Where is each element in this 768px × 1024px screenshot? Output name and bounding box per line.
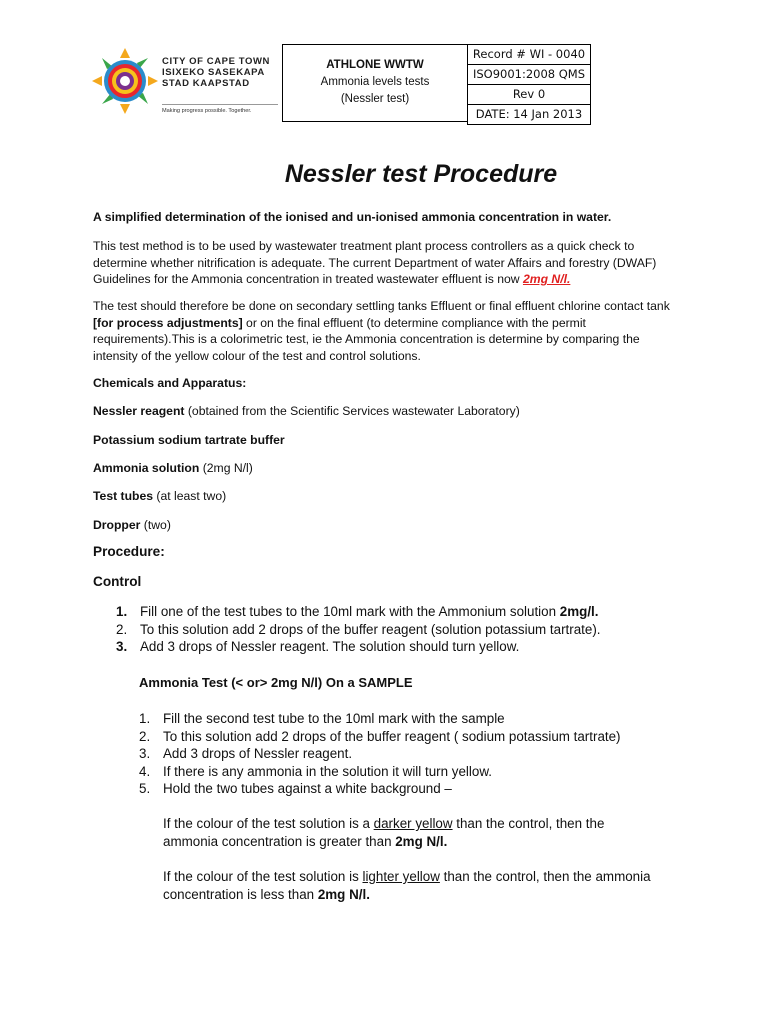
list-item	[116, 638, 676, 656]
step-text: Fill one of the test tubes to the 10ml mark with the Ammonium solution	[140, 604, 560, 619]
chemicals-heading: Chemicals and Apparatus:	[93, 376, 247, 390]
list-item	[139, 763, 699, 781]
step-text: Hold the two tubes against a white background –	[163, 781, 452, 796]
test-subname: (Nessler test)	[340, 93, 410, 105]
subtitle: A simplified determination of the ionised and un-ionised ammonia concentration in water.	[93, 210, 612, 224]
step-text: To this solution add 2 drops of the buffer reagent (solution potassium tartrate).	[140, 621, 601, 637]
step-text: Add 3 drops of Nessler reagent.	[163, 746, 353, 761]
result-bold: 2mg N/l.	[317, 887, 370, 902]
limit-highlight: 2mg N/l.	[522, 272, 571, 286]
step-number: 5.	[139, 781, 151, 796]
item-label: Ammonia solution	[93, 461, 200, 475]
step-number: 2.	[139, 728, 151, 744]
test-name: Ammonia levels tests	[320, 76, 430, 88]
step-bold: 2mg/l.	[559, 604, 599, 619]
sample-steps	[139, 710, 699, 798]
org-line-3: STAD KAAPSTAD	[162, 78, 250, 89]
intro-paragraph	[93, 238, 683, 288]
item-nessler-reagent	[93, 403, 683, 420]
revision: Rev 0	[468, 85, 590, 105]
record-number: Record # WI - 0040	[468, 45, 590, 65]
list-item	[139, 728, 699, 746]
procedure-heading: Procedure:	[93, 544, 165, 559]
result-bold: 2mg N/l.	[395, 834, 448, 849]
logo-tagline: Making progress possible. Together.	[162, 108, 252, 114]
logo-divider	[162, 104, 278, 105]
header-title-box	[282, 44, 468, 122]
step-number: 2.	[116, 621, 128, 637]
org-line-2: ISIXEKO SASEKAPA	[162, 67, 265, 78]
record-info-box	[467, 44, 591, 125]
item-test-tubes	[93, 488, 683, 505]
step-number: 3.	[116, 639, 128, 654]
item-note: (obtained from the Scientific Services wastewater Laboratory)	[184, 404, 520, 418]
scope-bold: [for process adjustments]	[93, 315, 243, 330]
result-text-b: than the control, then the ammonia concentration is greater than	[163, 816, 605, 849]
step-text: To this solution add 2 drops of the buffer reagent ( sodium potassium tartrate)	[163, 728, 621, 744]
item-note: (two)	[140, 518, 171, 532]
list-item	[116, 621, 676, 639]
item-label: Nessler reagent	[93, 404, 185, 418]
item-buffer	[93, 432, 683, 449]
item-dropper	[93, 517, 683, 534]
page-title: Nessler test Procedure	[284, 160, 558, 188]
item-note: (at least two)	[153, 489, 227, 503]
step-text: Add 3 drops of Nessler reagent. The solution should turn yellow.	[140, 639, 520, 654]
step-text: If there is any ammonia in the solution it will turn yellow.	[163, 763, 492, 779]
org-line-1: CITY OF CAPE TOWN	[162, 56, 271, 67]
step-number: 3.	[139, 746, 151, 761]
list-item	[139, 780, 699, 798]
step-number: 1.	[116, 604, 128, 619]
item-label: Potassium sodium tartrate buffer	[93, 433, 285, 447]
city-emblem-icon	[92, 46, 158, 116]
item-label: Test tubes	[93, 489, 154, 503]
control-steps	[116, 603, 676, 656]
item-note: (2mg N/l)	[199, 461, 253, 475]
scope-paragraph	[93, 298, 683, 364]
ammonia-test-heading: Ammonia Test (< or> 2mg N/l) On a SAMPLE	[139, 675, 413, 690]
result-underlined: darker yellow	[373, 816, 453, 831]
result-text-b: than the control, then the ammonia concentration is less than	[163, 869, 651, 902]
result-text-a: If the colour of the test solution is	[163, 869, 363, 884]
result-lighter	[163, 868, 653, 904]
step-number: 1.	[139, 711, 151, 726]
item-label: Dropper	[93, 518, 141, 532]
scope-text-a: The test should therefore be done on secondary settling tanks Effluent or final effluent chlorine contact tank	[93, 299, 670, 313]
list-item	[139, 710, 699, 728]
list-item	[139, 745, 699, 763]
result-text-a: If the colour of the test solution is a	[163, 816, 374, 831]
intro-text: This test method is to be used by wastewater treatment plant process controllers as a quick check to determine whether nitrification is adequate. The current Department of water Affairs and forestry (DWAF) Guidelines for the Ammonia concentration in treated wastewater effluent is now	[93, 239, 657, 286]
result-darker	[163, 815, 653, 851]
org-name	[162, 56, 270, 89]
control-heading: Control	[93, 574, 142, 589]
list-item	[116, 603, 676, 621]
scope-text-b: or on the final effluent (to determine compliance with the permit requirements).This is a colorimetric test, ie the Ammonia concentration is determine by comparing the intensity of the yellow colour of the test and control solutions.	[93, 315, 640, 363]
iso-standard: ISO9001:2008 QMS	[468, 65, 590, 85]
document-date: DATE: 14 Jan 2013	[475, 107, 583, 121]
step-number: 4.	[139, 763, 151, 779]
result-underlined: lighter yellow	[362, 869, 440, 884]
step-text: Fill the second test tube to the 10ml mark with the sample	[163, 711, 505, 726]
site-name: ATHLONE WWTW	[326, 59, 424, 71]
city-logo	[92, 46, 282, 122]
item-ammonia-solution	[93, 460, 683, 477]
